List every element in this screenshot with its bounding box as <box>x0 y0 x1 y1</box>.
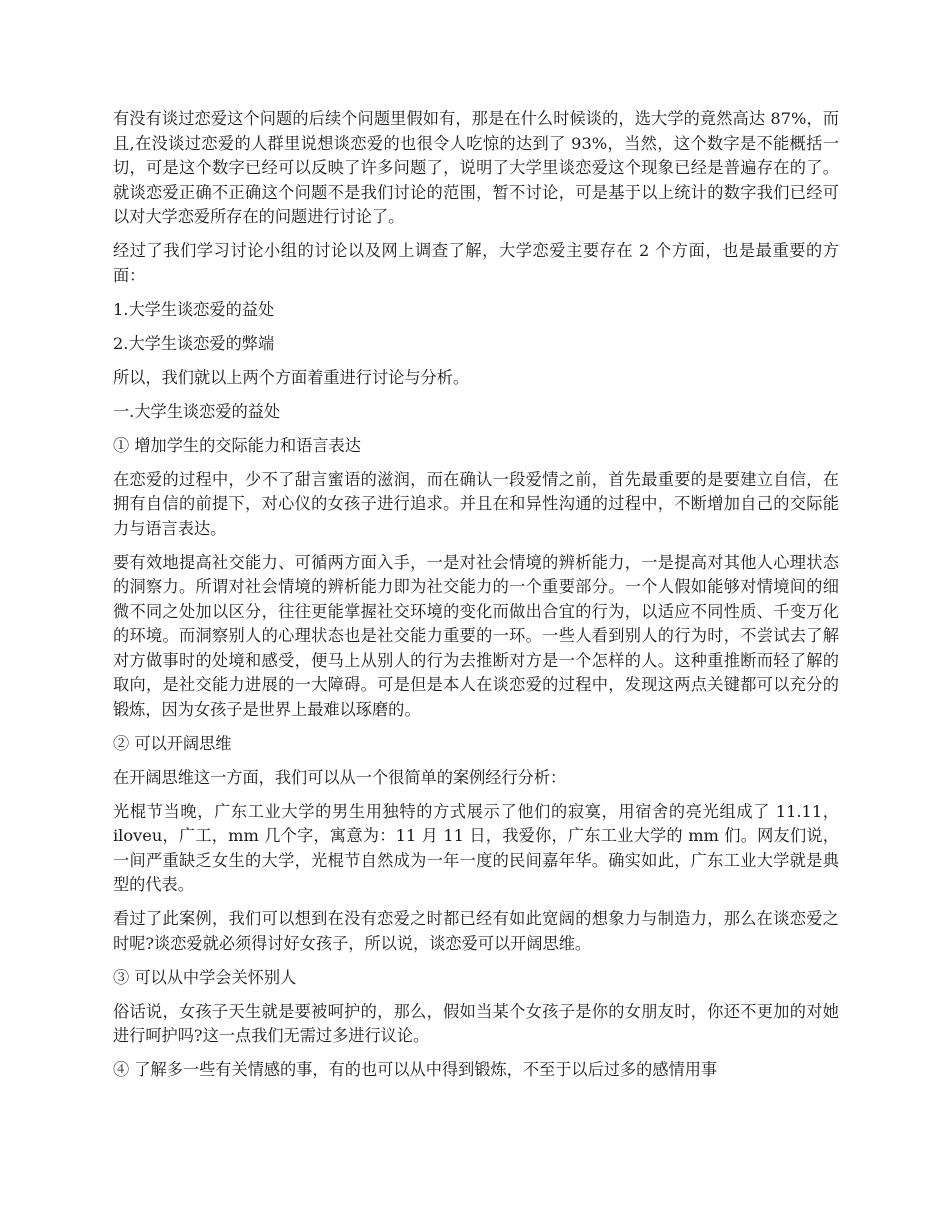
subheading-4: ④ 了解多一些有关情感的事，有的也可以从中得到锻炼，不至于以后过多的感情用事 <box>113 1060 718 1079</box>
body-paragraph: 俗话说，女孩子天生就是要被呵护的，那么，假如当某个女孩子是你的女朋友时，你还不更加的对她进行呵护吗?这一点我们无需过多进行议论。 <box>113 1001 839 1045</box>
body-paragraph: 在恋爱的过程中，少不了甜言蜜语的滋润，而在确认一段爱情之前，首先最重要的是要建立自信，在拥有自信的前提下，对心仪的女孩子进行追求。并且在和异性沟通的过程中，不断增加自己的交际能力与语言表达。 <box>113 469 839 538</box>
transition-paragraph: 所以，我们就以上两个方面着重进行讨论与分析。 <box>113 367 470 387</box>
overview-paragraph: 经过了我们学习讨论小组的讨论以及网上调查了解，大学恋爱主要存在 2 个方面，也是最重要的方面： <box>113 241 839 285</box>
intro-paragraph: 有没有谈过恋爱这个问题的后续个问题里假如有，那是在什么时候谈的，选大学的竟然高达 87%，而且,在没谈过恋爱的人群里说想谈恋爱的也很令人吃惊的达到了 93%，当然，这个数字是不能概括一切，可是这个数字已经可以反映了许多问题了，说明了大学里谈恋爱这个现象已经是普遍存在的了。就谈恋爱正确不正确这个问题不是我们讨论的范围，暂不讨论，可是基于以上统计的数字我们已经可以对大学恋爱所存在的问题进行讨论了。 <box>113 109 839 226</box>
list-item-drawbacks: 2.大学生谈恋爱的弊端 <box>113 333 275 353</box>
subheading-1: ① 增加学生的交际能力和语言表达 <box>113 435 361 455</box>
body-paragraph: 要有效地提高社交能力、可循两方面入手，一是对社会情境的辨析能力，一是提高对其他人心理状态的洞察力。所谓对社会情境的辨析能力即为社交能力的一个重要部分。一个人假如能够对情境间的细微不同之处加以区分，往往更能掌握社交环境的变化而做出合宜的行为，以适应不同性质、千变万化的环境。而洞察别人的心理状态也是社交能力重要的一环。一些人看到别人的行为时，不尝试去了解对方做事时的处境和感受，便马上从别人的行为去推断对方是一个怎样的人。这种重推断而轻了解的取向，是社交能力进展的一大障碍。可是但是本人在谈恋爱的过程中，发现这两点关键都可以充分的锻炼，因为女孩子是世界上最难以琢磨的。 <box>113 552 839 719</box>
body-paragraph: 看过了此案例，我们可以想到在没有恋爱之时都已经有如此宽阔的想象力与制造力，那么在谈恋爱之时呢?谈恋爱就必须得讨好女孩子，所以说，谈恋爱可以开阔思维。 <box>113 909 839 953</box>
subheading-2: ② 可以开阔思维 <box>113 733 232 753</box>
section-heading-benefits: 一.大学生谈恋爱的益处 <box>113 401 281 421</box>
subheading-3: ③ 可以从中学会关怀别人 <box>113 967 297 987</box>
list-item-benefits: 1.大学生谈恋爱的益处 <box>113 299 275 319</box>
body-paragraph: 光棍节当晚，广东工业大学的男生用独特的方式展示了他们的寂寞，用宿舍的亮光组成了 11.11，iloveu，广工，mm 几个字，寓意为：11 月 11 日，我爱你，广东工业大学的 mm 们。网友们说，一间严重缺乏女生的大学，光棍节自然成为一年一度的民间嘉年华。确实如此，广东工业大学就是典型的代表。 <box>113 801 839 894</box>
body-paragraph: 在开阔思维这一方面，我们可以从一个很简单的案例经行分析： <box>113 767 567 787</box>
document-body <box>113 107 839 1092</box>
